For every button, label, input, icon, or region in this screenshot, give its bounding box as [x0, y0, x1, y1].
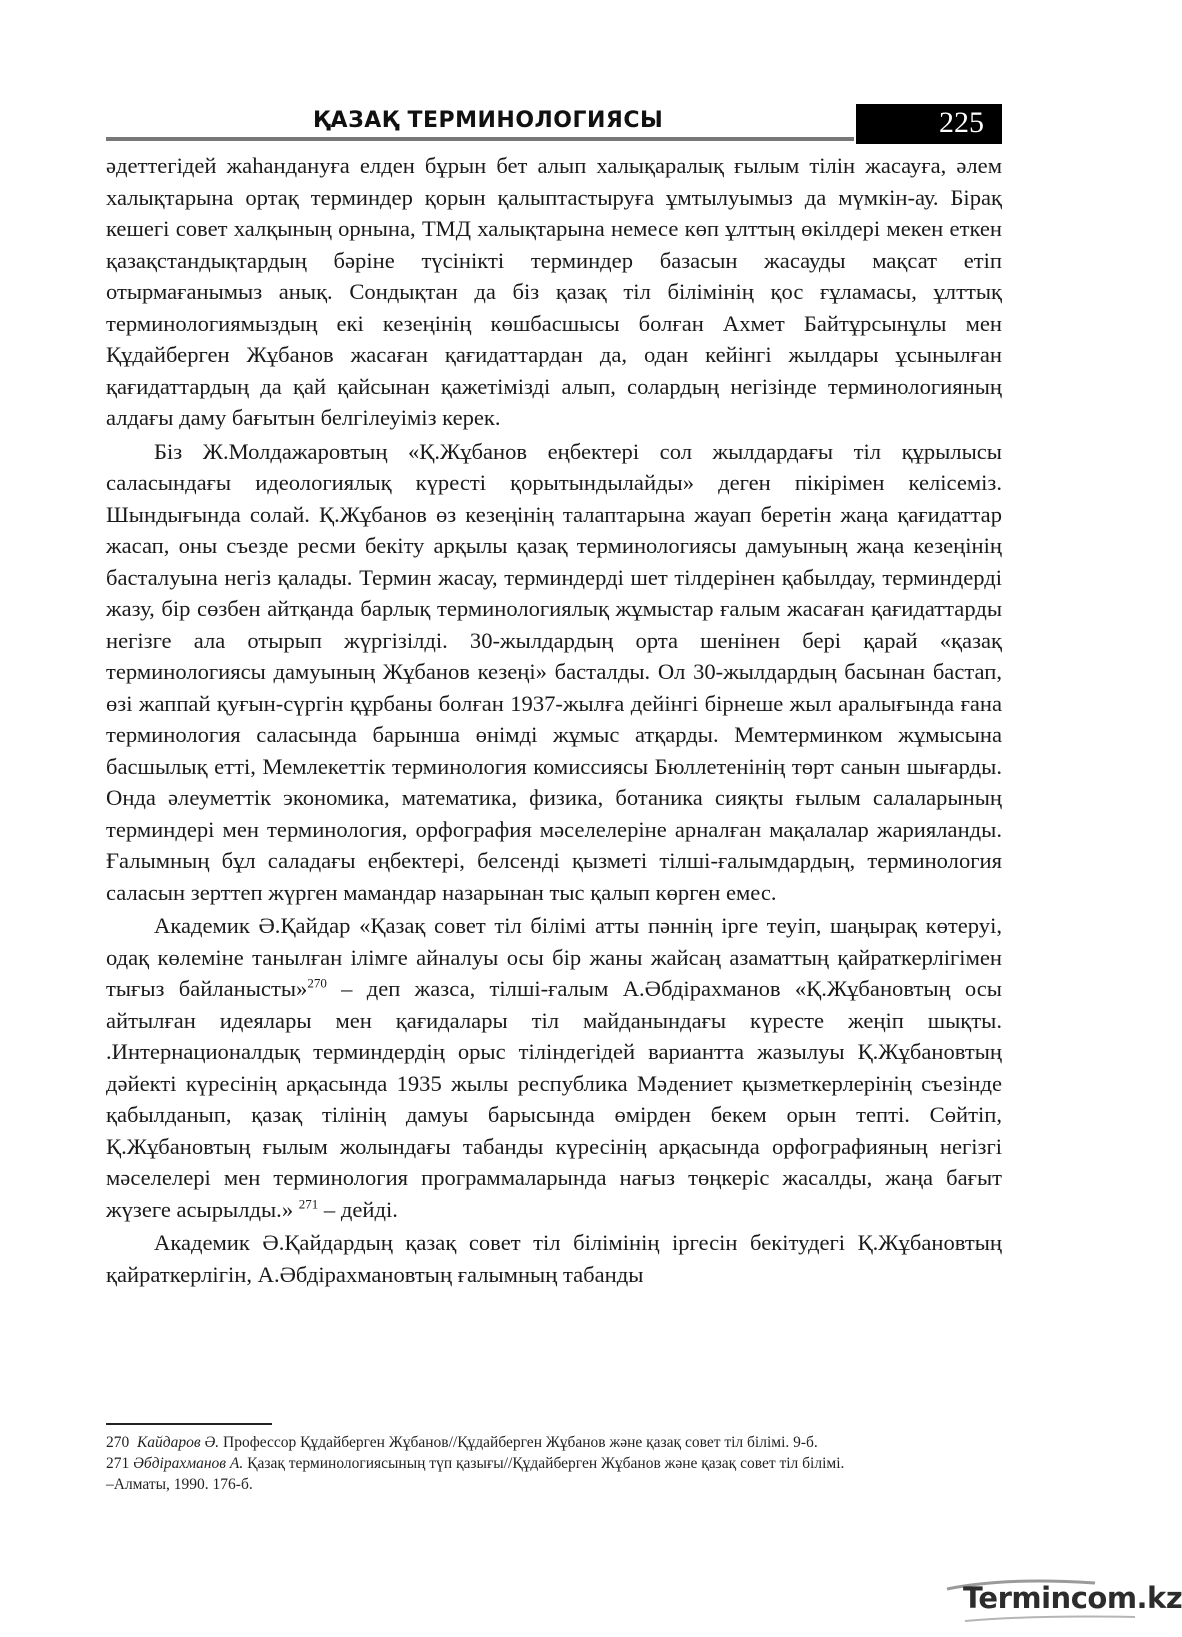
paragraph-3-part-b: – деп жазса, тілші-ғалым А.Әбдірахманов «Қ.Жұбановтың осы айтылған идеялары мен қағидалары тіл майданындағы күресте жеңіп шықты. .Интернационалдық терминдердің орыс тіліндегідей вариантта жазылуы Қ.Жұбановтың дәйекті күресінің арқасында 1935 жылы республика Мәдениет қызметкерлерінің съезінде қабылданып, қазақ тілінің дамуы барысында өмірден бекем орын тепті. Сөйтіп, Қ.Жұбановтың ғылым жолындағы табанды күресінің арқасында орфографияның негізгі мәселелері мен терминология программаларында нағыз төңкеріс жасалды, жаңа бағыт жүзеге асырылды.»: [106, 976, 1002, 1222]
footnote-number: 270: [106, 1434, 130, 1451]
footnote-271: [106, 1453, 1002, 1474]
footnote-text: Қазақ терминологиясының түп қазығы//Құдайберген Жұбанов және қазақ совет тіл білімі.: [243, 1455, 845, 1472]
footnote-ref-271[interactable]: 271: [298, 1195, 319, 1211]
paragraph-1: әдеттегідей жаһандануға елден бұрын бет алып халықаралық ғылым тілін жасауға, әлем халықтарына ортақ терминдер қорын қалыптастыруға ұмтылуымыз да мүмкін-ау. Бірақ кешегі совет халқының орнына, ТМД халықтарына немесе көп ұлттың өкілдері мекен еткен қазақстандықтардың бәріне түсінікті терминдер базасын жасауды мақсат етіп отырмағанымыз анық. Сондықтан да біз қазақ тіл білімінің қос ғұламасы, ұлттық терминологиямыздың екі кезеңінің көшбасшысы болған Ахмет Байтұрсынұлы мен Құдайберген Жұбанов жасаған қағидаттардан да, одан кейінгі жылдары ұсынылған қағидаттардың да қай қайсынан қажетімізді алып, солардың негізінде терминологияның алдағы даму бағытын белгілеуіміз керек.: [106, 153, 1002, 430]
paragraph-3-part-a: Академик Ә.Қайдар «Қазақ совет тіл білімі атты пәннің іргe теуіп, шаңырақ көтеруі, одақ көлеміне танылған ілімге айналуы осы бір жаны жайсаң азаматтың қайраткерлігімен тығыз байланысты»: [106, 913, 1002, 1001]
watermark-logo: [945, 1575, 1182, 1625]
running-title: ҚАЗАҚ ТЕРМИНОЛОГИЯСЫ: [313, 108, 664, 133]
watermark-text: Termincom.kz: [963, 1581, 1182, 1615]
paragraph-3: [106, 910, 1002, 1225]
footnotes: [106, 1432, 1002, 1495]
footnote-ref-270[interactable]: 270: [307, 975, 327, 991]
running-header: [106, 104, 1002, 146]
footnote-author: Кайдаров Ә.: [137, 1434, 220, 1451]
page-number-box: [856, 104, 1002, 144]
footnote-270: [106, 1432, 1002, 1453]
body-text: [106, 150, 1002, 1292]
footnote-271-continuation: –Алматы, 1990. 176-б.: [106, 1476, 253, 1493]
paragraph-2: Біз Ж.Молдажаровтың «Қ.Жұбанов еңбектері сол жылдардағы тіл құрылысы саласындағы идеологиялық күресті қорытындылайды» деген пікірімен келісеміз. Шындығында солай. Қ.Жұбанов өз кезеңінің талаптарына жауап беретін жаңа қағидаттар жасап, оны съезде ресми бекіту арқылы қазақ терминологиясы дамуының жаңа кезеңінің басталуына негіз қалады. Термин жасау, терминдерді шет тілдерінен қабылдау, терминдерді жазу, бір сөзбен айтқанда барлық терминологиялық жұмыстар ғалым жасаған қағидаттарды негізге ала отырып жүргізілді. 30-жылдардың орта шенінен бері қарай «қазақ терминологиясы дамуының Жұбанов кезеңі» басталды. Ол 30-жылдардың басынан бастап, өзі жаппай қуғын-сүргін құрбаны болған 1937-жылға дейінгі бірнеше жыл аралығында ғана терминология саласында барынша өнімді жұмыс атқарды. Мемтерминком жұмысына басшылық етті, Мемлекеттік терминология комиссиясы Бюллетенінің төрт санын шығарды. Онда әлеуметтік экономика, математика, физика, ботаника сияқты ғылым салаларының терминдері мен терминология, орфография мәселелеріне арналған мақалалар жарияланды. Ғалымның бұл саладағы еңбектері, белсенді қызметі тілші-ғалымдардың, терминология саласын зерттеп жүрген мамандар назарынан тыс қалып көрген емес.: [106, 438, 1002, 905]
paragraph-3-part-c: – дейді.: [318, 1196, 398, 1222]
footnote-author: Әбдірахманов А.: [133, 1455, 244, 1472]
footnote-text: Профессор Құдайберген Жұбанов//Құдайберген Жұбанов және қазақ совет тіл білімі. 9-б.: [219, 1434, 818, 1451]
header-rule: [106, 137, 854, 141]
footnote-rule: [106, 1423, 272, 1425]
footnote-number: 271: [106, 1455, 130, 1472]
paragraph-4: Академик Ә.Қайдардың қазақ совет тіл білімінің іргесін бекітудегі Қ.Жұбановтың қайраткерлігін, А.Әбдірахмановтың ғалымның табанды: [106, 1230, 1002, 1287]
page-number: 225: [939, 106, 984, 139]
